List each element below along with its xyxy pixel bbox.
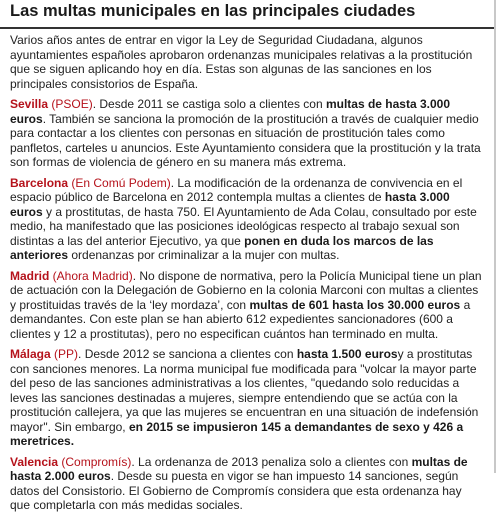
- party-name: (PSOE): [48, 97, 93, 111]
- city-name: Barcelona: [10, 175, 69, 190]
- body-text: ordenanzas por criminalizar a la mujer con multas.: [68, 248, 340, 262]
- body-text: y a prostitutas con sanciones menores. La norma municipal fue modificada para "volcar la mayor parte del peso de las sanciones administrativas a los clientes, "quedando solo reducidas a leves las sanciones destinadas a mujeres, siempre entendiendo que se actúa con la prostitución callejera, ya que las mujeres se encuentran en una situación de indefensión mayor". Sin embargo,: [10, 347, 479, 434]
- city-name: Madrid: [10, 268, 50, 283]
- bold-text: hasta 1.500 euros: [296, 347, 398, 361]
- body-text: . También se sanciona la promoción de la prostitución a través de cualquier medio para contactar a los clientes con personas en situación de prostitución tales como panfletos, carteles u anuncios. Este Ayuntamiento considera que la prostitución y la trata son formas de violencia de género en su manera más extrema.: [10, 111, 481, 169]
- city-name: Sevilla: [10, 97, 49, 111]
- bold-text: multas de 601 hasta los 30.000 euros: [249, 297, 461, 312]
- body-text: . La ordenanza de 2013 penaliza solo a clientes con: [131, 454, 412, 469]
- city-paragraph: [10, 176, 484, 263]
- bold-text: hasta 3.000 euros: [10, 190, 450, 219]
- bold-text: ponen en duda los marcos de las anteriores: [10, 233, 434, 262]
- bold-text: multas de hasta 2.000 euros: [10, 454, 468, 483]
- city-paragraph: [10, 269, 484, 342]
- body-text: . La modificación de la ordenanza de convivencia en el espacio público de Barcelona en 2012 contempla multas a clientes de: [10, 175, 463, 204]
- body-text: Varios años antes de entrar en vigor la Ley de Seguridad Ciudadana, algunos ayuntamientes españoles aprobaron ordenanzas municipales relativas a la prostitución que se siguen aplicando hoy en día. Estas son algunas de las sanciones en los principales consistorios de España.: [10, 33, 473, 91]
- city-paragraph: [10, 455, 484, 513]
- bold-text: multas de hasta 3.000 euros: [10, 97, 451, 126]
- city-name: Málaga: [10, 347, 51, 361]
- body-text: . Desde 2011 se castiga solo a clientes con: [92, 97, 326, 111]
- body-text: y a prostitutas, de hasta 750. El Ayuntamiento de Ada Colau, consultado por este medio, ha manifestado que las posiciones ideológicas respecto al trabajo sexual son distintas a las del anterior Ejecutivo, ya que: [10, 204, 477, 248]
- article-body: [0, 29, 494, 513]
- body-text: . No dispone de normativa, pero la Policía Municipal tiene un plan de actuación con la Delegación de Gobierno en la colonia Marconi con multas a clientes y prostituidas través de la ‘ley mordaza’, con: [10, 268, 482, 312]
- body-text: a demandantes. Con este plan se han abierto 612 expedientes sancionadores (600 a clientes y 12 a prostitutas), pero no especifican cuántos han terminado en multa.: [10, 297, 471, 341]
- city-paragraph: [10, 97, 484, 170]
- city-paragraph: [10, 347, 484, 449]
- party-name: (PP): [50, 347, 79, 361]
- section-title: Las multas municipales en las principales ciudades: [0, 0, 494, 29]
- party-name: (Ahora Madrid): [49, 268, 133, 283]
- party-name: (En Comú Podem): [68, 175, 171, 190]
- city-name: Valencia: [10, 454, 59, 469]
- bold-text: en 2015 se impusieron 145 a demandantes de sexo y 426 a meretrices.: [10, 419, 464, 448]
- intro-paragraph: [10, 33, 484, 91]
- party-name: (Compromís): [58, 454, 132, 469]
- body-text: . Desde 2012 se sanciona a clientes con: [78, 347, 297, 361]
- body-text: . Desde su puesta en vigor se han impuesto 14 sanciones, según datos del Consistorio. El Gobierno de Compromís considera que esta ordenanza hay que completarla con más medidas sociales.: [10, 469, 462, 512]
